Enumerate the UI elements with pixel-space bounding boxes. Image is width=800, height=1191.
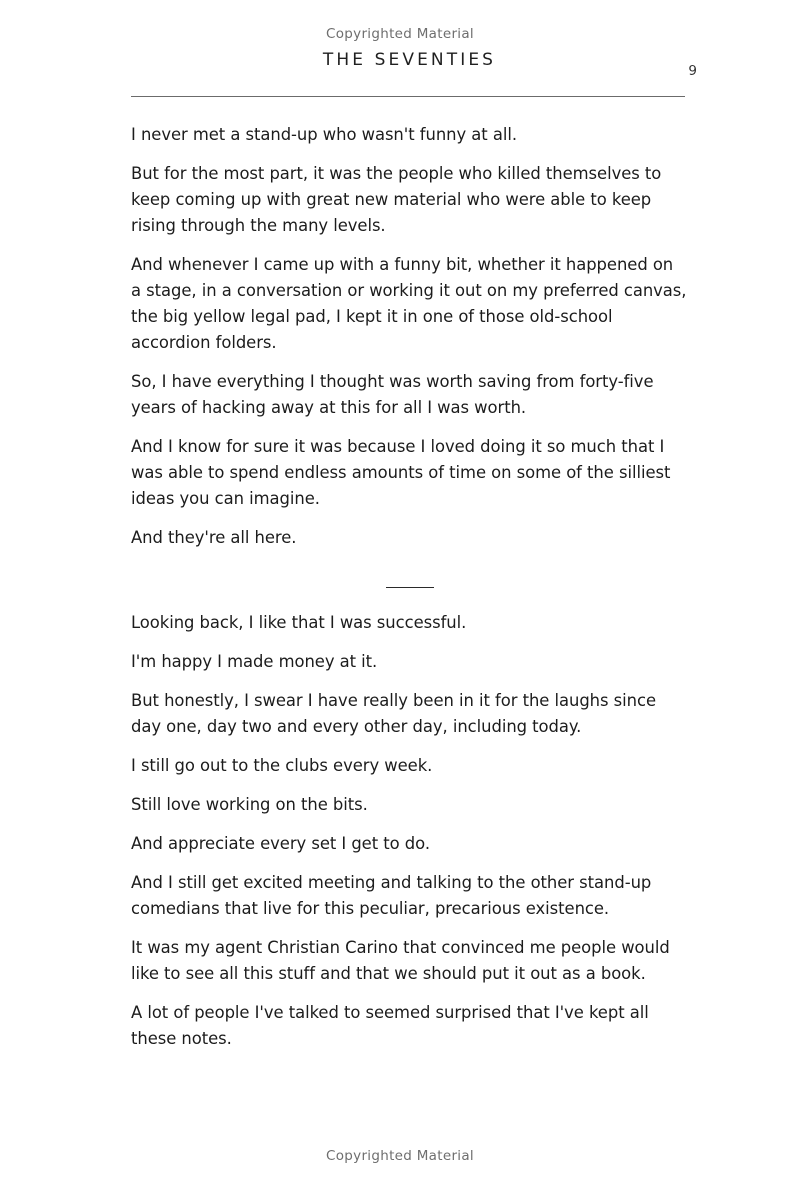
section-break xyxy=(131,564,687,610)
paragraph: Looking back, I like that I was successful. xyxy=(131,613,467,632)
paragraph: It was my agent Christian Carino that convinced me people would like to see all this stuff and that we should put it out as a book. xyxy=(131,938,670,983)
header-rule xyxy=(131,96,685,97)
paragraph: A lot of people I've talked to seemed surprised that I've kept all these notes. xyxy=(131,1003,649,1048)
running-head-title: THE SEVENTIES xyxy=(322,50,497,70)
paragraph: And I still get excited meeting and talking to the other stand-up comedians that live for this peculiar, precarious existence. xyxy=(131,873,652,918)
page-number: 9 xyxy=(688,63,697,79)
section-break-rule xyxy=(386,587,434,588)
paragraph: And they're all here. xyxy=(131,528,297,547)
paragraph: But honestly, I swear I have really been in it for the laughs since day one, day two and every other day, including today. xyxy=(131,691,656,736)
paragraph: And I know for sure it was because I loved doing it so much that I was able to spend endless amounts of time on some of the silliest ideas you can imagine. xyxy=(131,437,671,508)
paragraph: Still love working on the bits. xyxy=(131,795,368,814)
paragraph: So, I have everything I thought was worth saving from forty-five years of hacking away at this for all I was worth. xyxy=(131,372,654,417)
paragraph: And whenever I came up with a funny bit, whether it happened on a stage, in a conversation or working it out on my preferred canvas, the big yellow legal pad, I kept it in one of those old-school accordion folders. xyxy=(131,255,687,352)
paragraph: But for the most part, it was the people who killed themselves to keep coming up with great new material who were able to keep rising through the many levels. xyxy=(131,164,662,235)
body-text xyxy=(131,122,687,1052)
page-header xyxy=(131,50,697,79)
paragraph: I still go out to the clubs every week. xyxy=(131,756,433,775)
copyright-watermark-bottom: Copyrighted Material xyxy=(326,1148,474,1164)
paragraph: I'm happy I made money at it. xyxy=(131,652,378,671)
paragraph: And appreciate every set I get to do. xyxy=(131,834,430,853)
paragraph: I never met a stand-up who wasn't funny at all. xyxy=(131,125,517,144)
copyright-watermark-top: Copyrighted Material xyxy=(326,26,474,42)
